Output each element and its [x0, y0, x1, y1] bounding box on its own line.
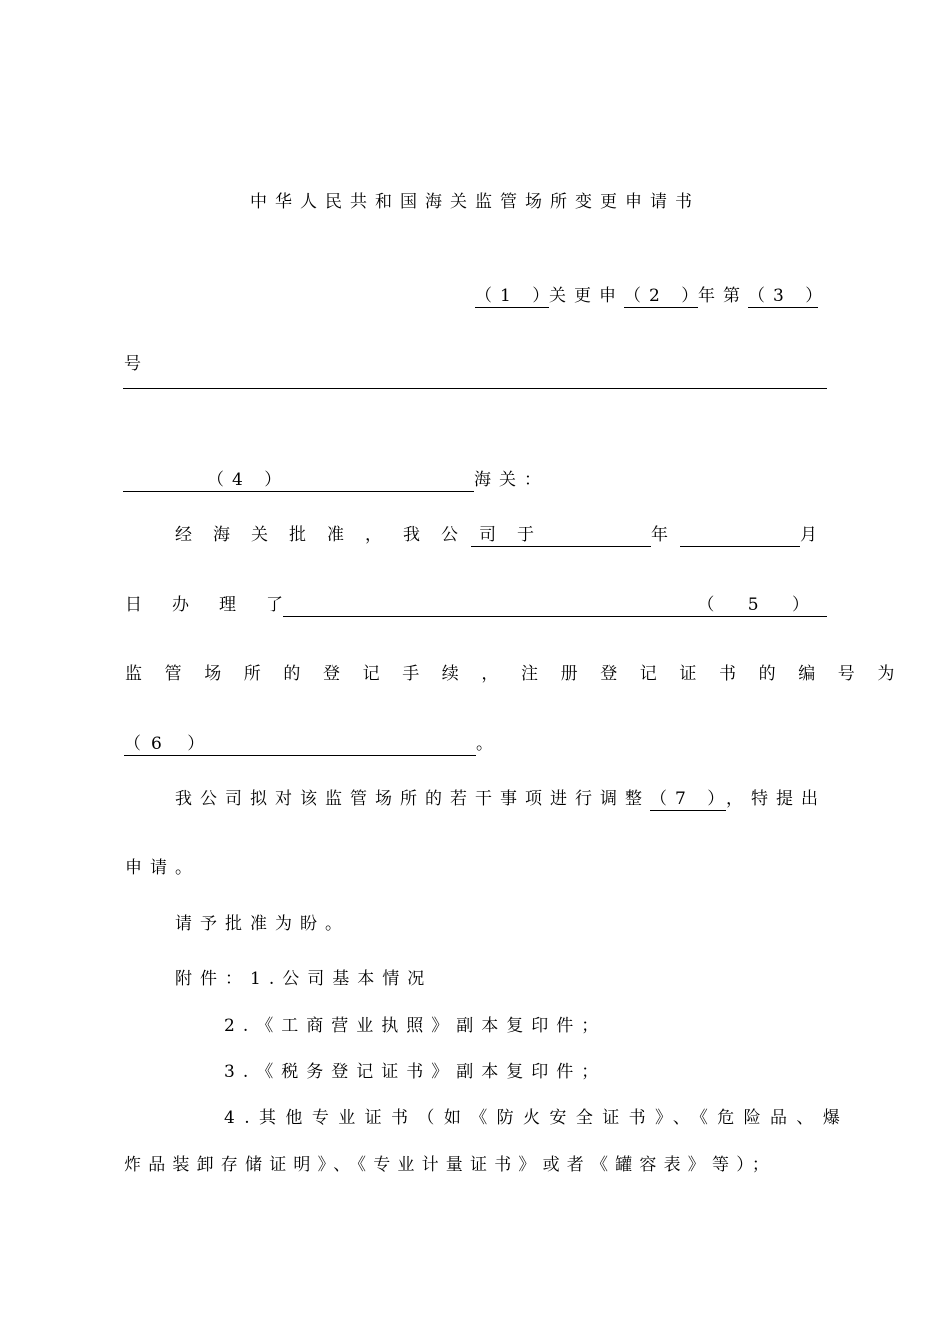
- attachment-item-2: 2.《工商营业执照》副本复印件；: [224, 1016, 607, 1036]
- field-4-text: （4 ）: [207, 470, 290, 490]
- field-4: [123, 469, 474, 492]
- field-7: （7 ）: [650, 789, 733, 809]
- ref-text-2: 年第: [698, 286, 748, 306]
- addressee-suffix: 海关：: [474, 470, 549, 490]
- para1-line4: [124, 732, 493, 756]
- para1-prefix: 经海关批准，我公司于: [175, 525, 555, 545]
- field-5-text: （ 5 ）: [697, 595, 823, 615]
- month-field[interactable]: [680, 524, 800, 547]
- para2-line1: [175, 787, 826, 811]
- field-2: （2 ）: [624, 286, 707, 306]
- ref-text-1: 关更申: [549, 286, 624, 306]
- para1-line2-prefix: 日办理了: [125, 595, 313, 615]
- field-3: （3 ）: [748, 286, 831, 306]
- para2-prefix: 我公司拟对该监管场所的若干事项进行调整: [175, 789, 650, 809]
- attachment-item-1: 1.公司基本情况: [250, 969, 433, 989]
- field-6-text: （6 ）: [124, 734, 215, 754]
- attachment-item-4-line2: 炸品装卸存储证明》、《专业计量证书》或者《罐容表》等）；: [124, 1155, 777, 1175]
- para1-end: 。: [476, 734, 493, 754]
- request-line: 请予批准为盼。: [175, 914, 350, 934]
- separator-line: [123, 388, 827, 389]
- attachment-item-3: 3.《税务登记证书》副本复印件；: [224, 1062, 607, 1082]
- attachments-line1: [175, 967, 432, 991]
- para1-line3: 监管场所的登记手续，注册登记证书的编号为: [125, 664, 917, 684]
- addressee-line: [123, 468, 549, 492]
- field-1: （1 ）: [475, 286, 558, 306]
- attachment-item-4-line1: 4.其他专业证书（如《防火安全证书》、《危险品、爆: [224, 1108, 850, 1128]
- para1-line2-field: [283, 593, 827, 617]
- document-title: 中华人民共和国海关监管场所变更申请书: [250, 192, 700, 212]
- ref-tail: 号: [124, 354, 141, 374]
- attachments-label: 附件：: [175, 969, 250, 989]
- year-field[interactable]: [471, 524, 651, 547]
- field-5: [283, 594, 827, 617]
- para2-suffix: ，特提出: [726, 789, 826, 809]
- year-suffix: 年: [651, 525, 668, 545]
- para2-line2: 申请。: [125, 858, 200, 878]
- reference-number-line: [475, 284, 831, 308]
- field-6: [124, 733, 476, 756]
- date-fields: [471, 523, 817, 547]
- month-suffix: 月: [800, 525, 817, 545]
